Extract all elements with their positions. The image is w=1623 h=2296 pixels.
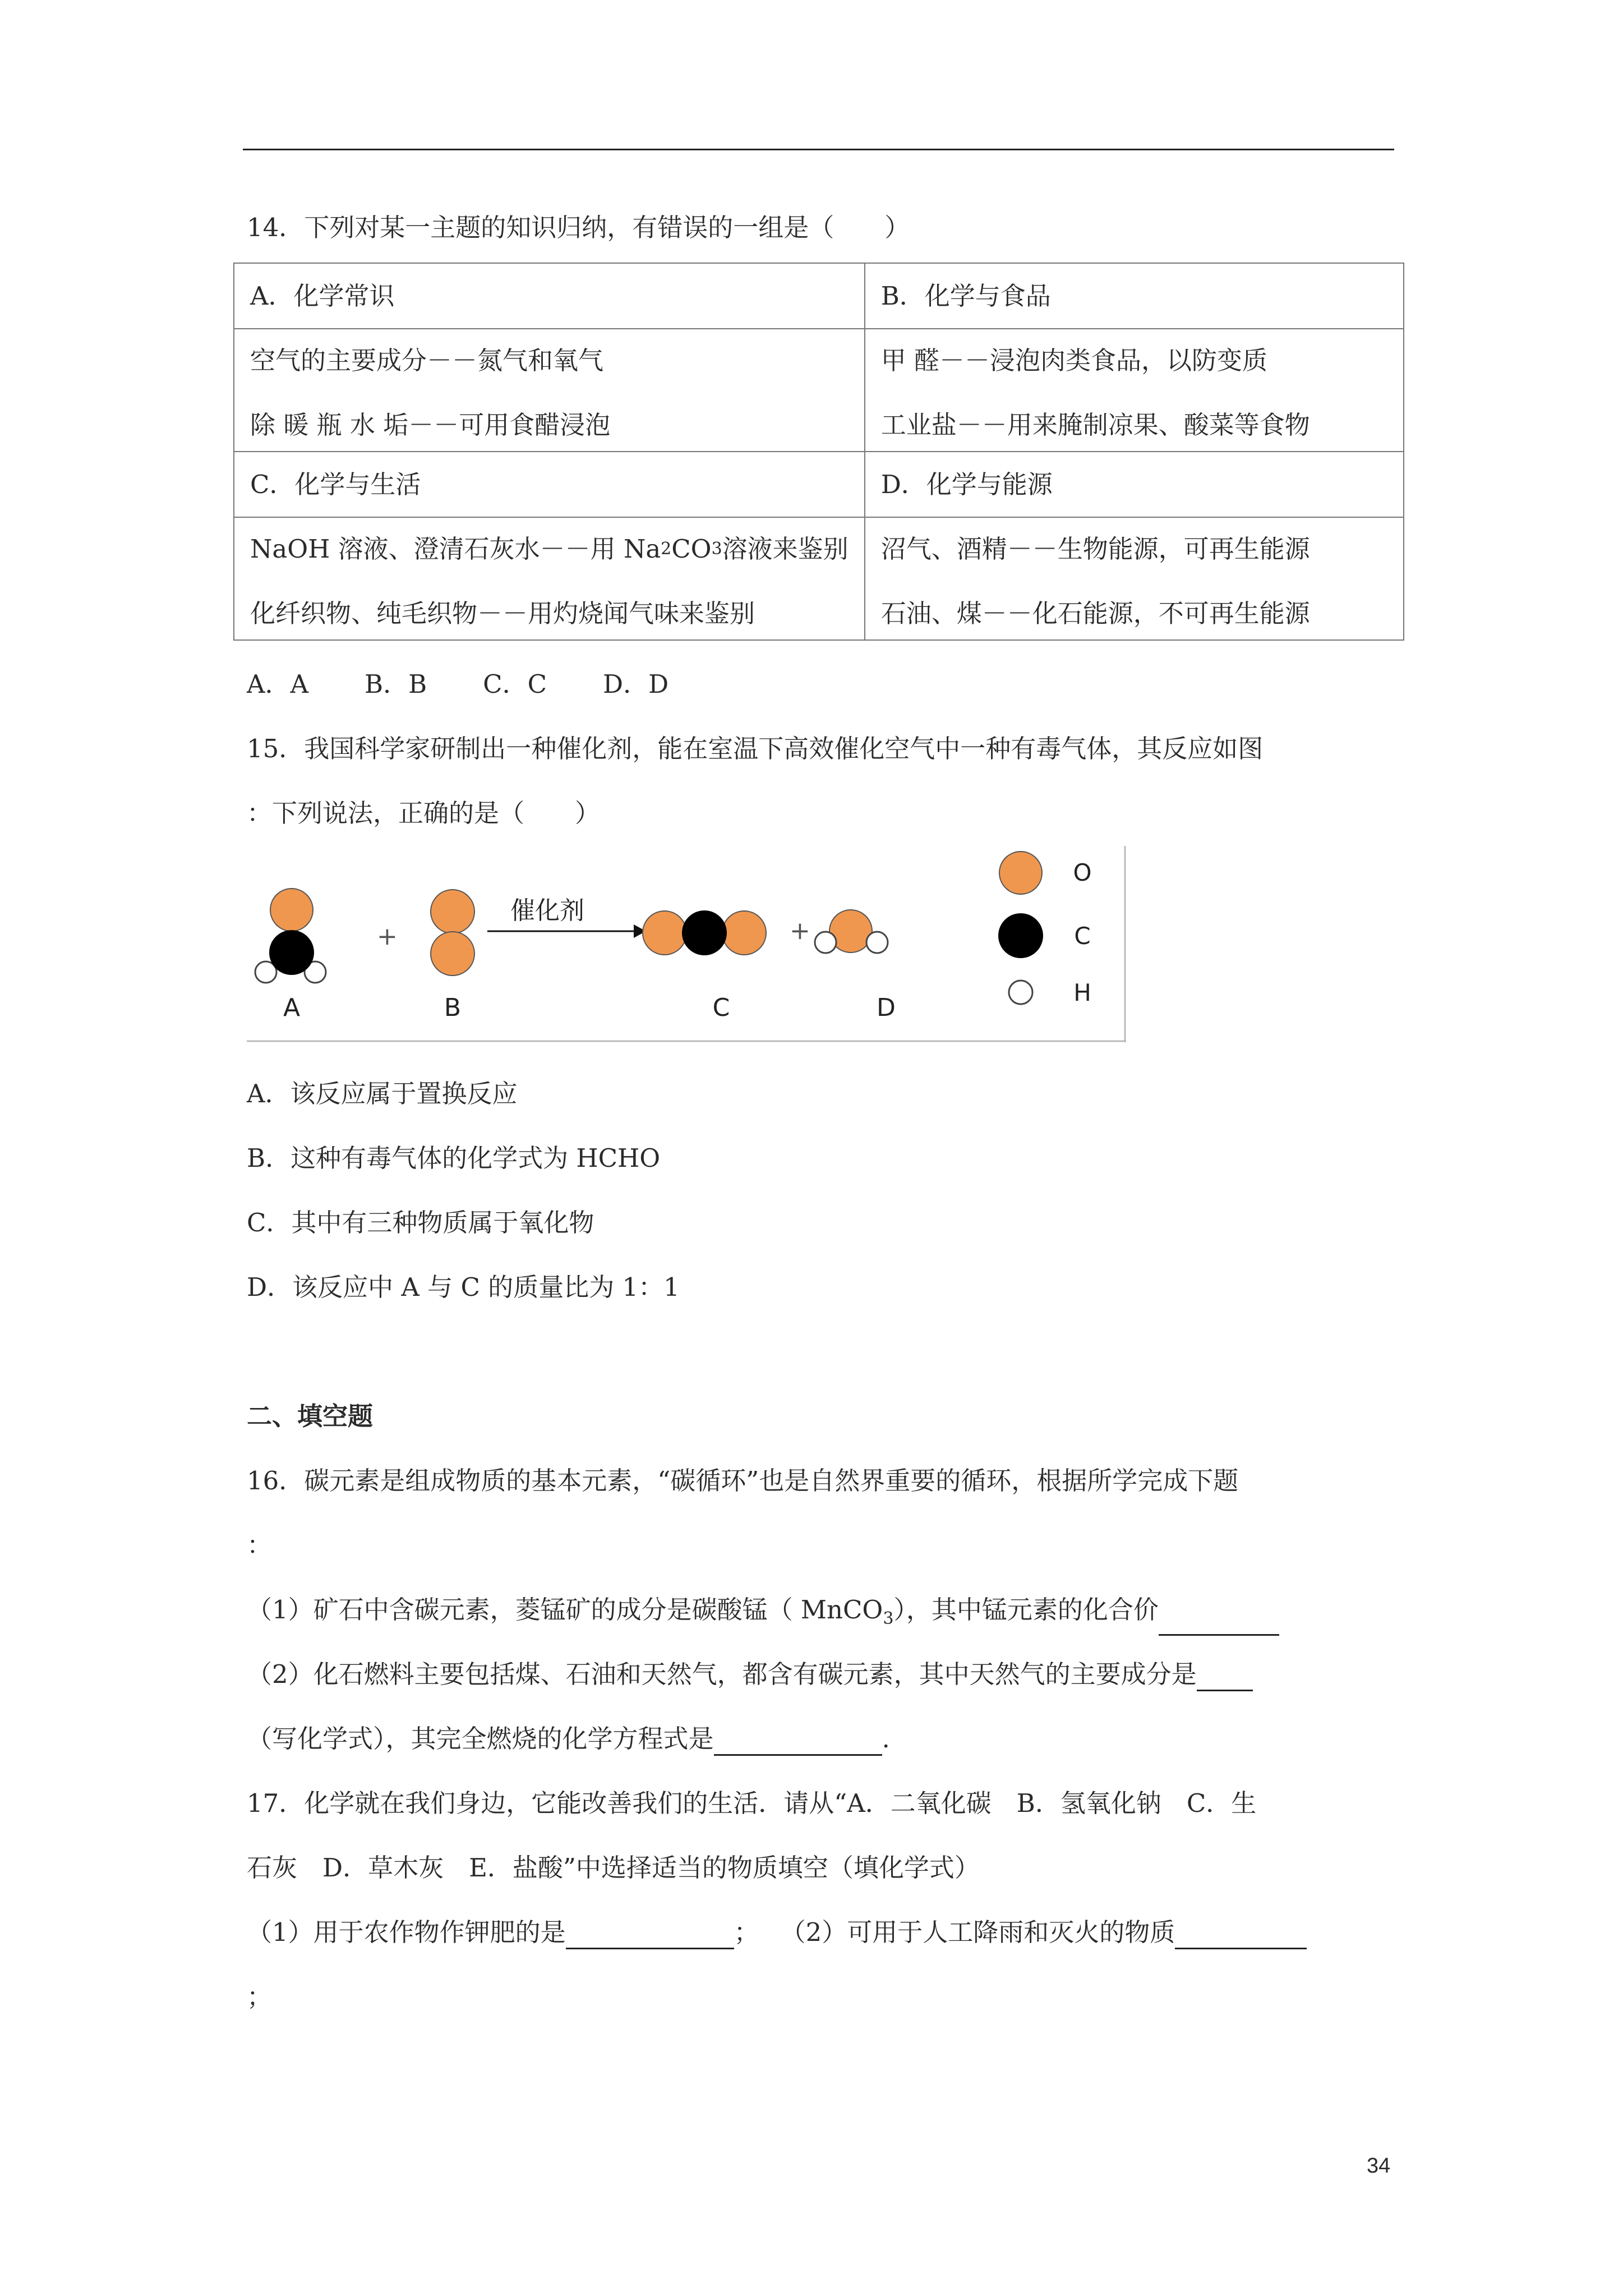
question-17-parts: （1）用于农作物作钾肥的是 ； （2）可用于人工降雨和灭火的物质 — [247, 1916, 1307, 1949]
label-d: D — [877, 993, 896, 1022]
legend-carbon-icon — [998, 913, 1043, 958]
reaction-diagram — [247, 846, 1126, 1042]
question-17-stem-2: 石灰 D．草木灰 E．盐酸”中选择适当的物质填空（填化学式） — [247, 1853, 980, 1883]
oxygen-atom — [643, 911, 686, 955]
catalyst-label: 催化剂 — [510, 896, 584, 925]
question-15-option-c: C．其中有三种物质属于氧化物 — [247, 1208, 594, 1237]
legend-label-c: C — [1074, 922, 1091, 950]
hydrogen-atom — [815, 932, 836, 953]
table-cell-d-head: D．化学与能源 — [865, 452, 1404, 517]
header-rule — [243, 149, 1394, 150]
question-14-stem: 14．下列对某一主题的知识归纳，有错误的一组是（ ） — [247, 213, 910, 242]
table-cell-c-head: C．化学与生活 — [234, 452, 865, 517]
answer-blank[interactable] — [566, 1921, 734, 1949]
legend-hydrogen-icon — [1009, 981, 1032, 1004]
carbon-atom — [269, 930, 314, 975]
section-title: 二、填空题 — [247, 1401, 374, 1431]
oxygen-atom — [270, 889, 313, 931]
reaction-figure — [247, 846, 1126, 1042]
page-number: 34 — [1367, 2154, 1391, 2178]
table-line: 化纤织物、纯毛织物－－用灼烧闻气味来鉴别 — [250, 598, 755, 628]
carbon-atom — [682, 910, 727, 955]
table-cell-a-body — [234, 329, 865, 452]
legend-oxygen-icon — [999, 852, 1042, 894]
table-cell-d-body — [865, 517, 1404, 640]
question-15-option-b: B．这种有毒气体的化学式为 HCHO — [247, 1143, 661, 1173]
answer-blank[interactable] — [1159, 1607, 1279, 1636]
question-15-option-d: D．该反应中 A 与 C 的质量比为 1：1 — [247, 1272, 680, 1302]
legend-label-h: H — [1073, 979, 1091, 1006]
oxygen-atom — [722, 911, 766, 955]
label-a: A — [283, 993, 301, 1022]
atom-legend — [998, 852, 1092, 1006]
table-line: 空气的主要成分－－氮气和氧气 — [250, 345, 604, 375]
option-c: C．C — [483, 669, 547, 699]
table-cell-b-body — [865, 329, 1404, 452]
question-15-stem-1: 15．我国科学家研制出一种催化剂，能在室温下高效催化空气中一种有毒气体，其反应如图 — [247, 734, 1264, 763]
knowledge-table — [233, 263, 1404, 641]
table-line: 石油、煤－－化石能源，不可再生能源 — [880, 598, 1310, 628]
answer-blank[interactable] — [1197, 1663, 1253, 1691]
question-17-stem-1: 17．化学就在我们身边，它能改善我们的生活．请从“A．二氧化碳 B．氢氧化钠 C．生 — [247, 1788, 1257, 1818]
plus-sign: + — [377, 922, 398, 951]
molecule-a — [255, 889, 326, 983]
table-line: 甲 醛－－浸泡肉类食品，以防变质 — [880, 345, 1267, 375]
label-c: C — [712, 993, 730, 1022]
hydrogen-atom — [866, 932, 888, 953]
plus-sign: + — [790, 917, 810, 945]
molecule-c — [643, 910, 766, 955]
table-line: 沼气、酒精－－生物能源，可再生能源 — [880, 533, 1310, 564]
legend-label-o: O — [1073, 859, 1092, 886]
question-17-end: ； — [247, 1982, 273, 2012]
question-15-option-a: A．该反应属于置换反应 — [247, 1079, 518, 1108]
answer-blank[interactable] — [1175, 1921, 1307, 1949]
table-line: 除 暖 瓶 水 垢－－可用食醋浸泡 — [250, 409, 611, 440]
question-16-part-1: （1）矿石中含碳元素，菱锰矿的成分是碳酸锰（ MnCO$_3$），其中锰元素的化合价 — [247, 1593, 1279, 1636]
question-16-stem-2: ： — [247, 1530, 273, 1560]
question-16-part-2: （2）化石燃料主要包括煤、石油和天然气，都含有碳元素，其中天然气的主要成分是 — [247, 1658, 1253, 1691]
table-cell-c-body — [234, 517, 865, 640]
answer-blank[interactable] — [714, 1727, 882, 1756]
table-line: 工业盐－－用来腌制凉果、酸菜等食物 — [880, 409, 1310, 440]
table-cell-b-head: B．化学与食品 — [865, 263, 1404, 329]
molecule-b — [431, 890, 474, 976]
oxygen-atom — [431, 932, 474, 976]
option-b: B．B — [365, 669, 427, 699]
question-15-stem-2: ：下列说法，正确的是（ ） — [247, 798, 601, 828]
option-a: A．A — [247, 669, 308, 699]
label-b: B — [444, 993, 462, 1022]
question-16-stem-1: 16．碳元素是组成物质的基本元素，“碳循环”也是自然界重要的循环，根据所学完成下题 — [247, 1466, 1239, 1496]
oxygen-atom — [431, 890, 474, 933]
table-cell-a-head: A．化学常识 — [234, 263, 865, 329]
table-line: NaOH 溶液、澄清石灰水－－用 Na 2 CO 3 溶液来鉴别 — [250, 533, 849, 564]
molecule-d — [815, 910, 888, 953]
question-16-part-3: （写化学式），其完全燃烧的化学方程式是 . — [247, 1722, 890, 1756]
option-d: D．D — [603, 669, 669, 699]
question-14-options — [247, 668, 668, 701]
